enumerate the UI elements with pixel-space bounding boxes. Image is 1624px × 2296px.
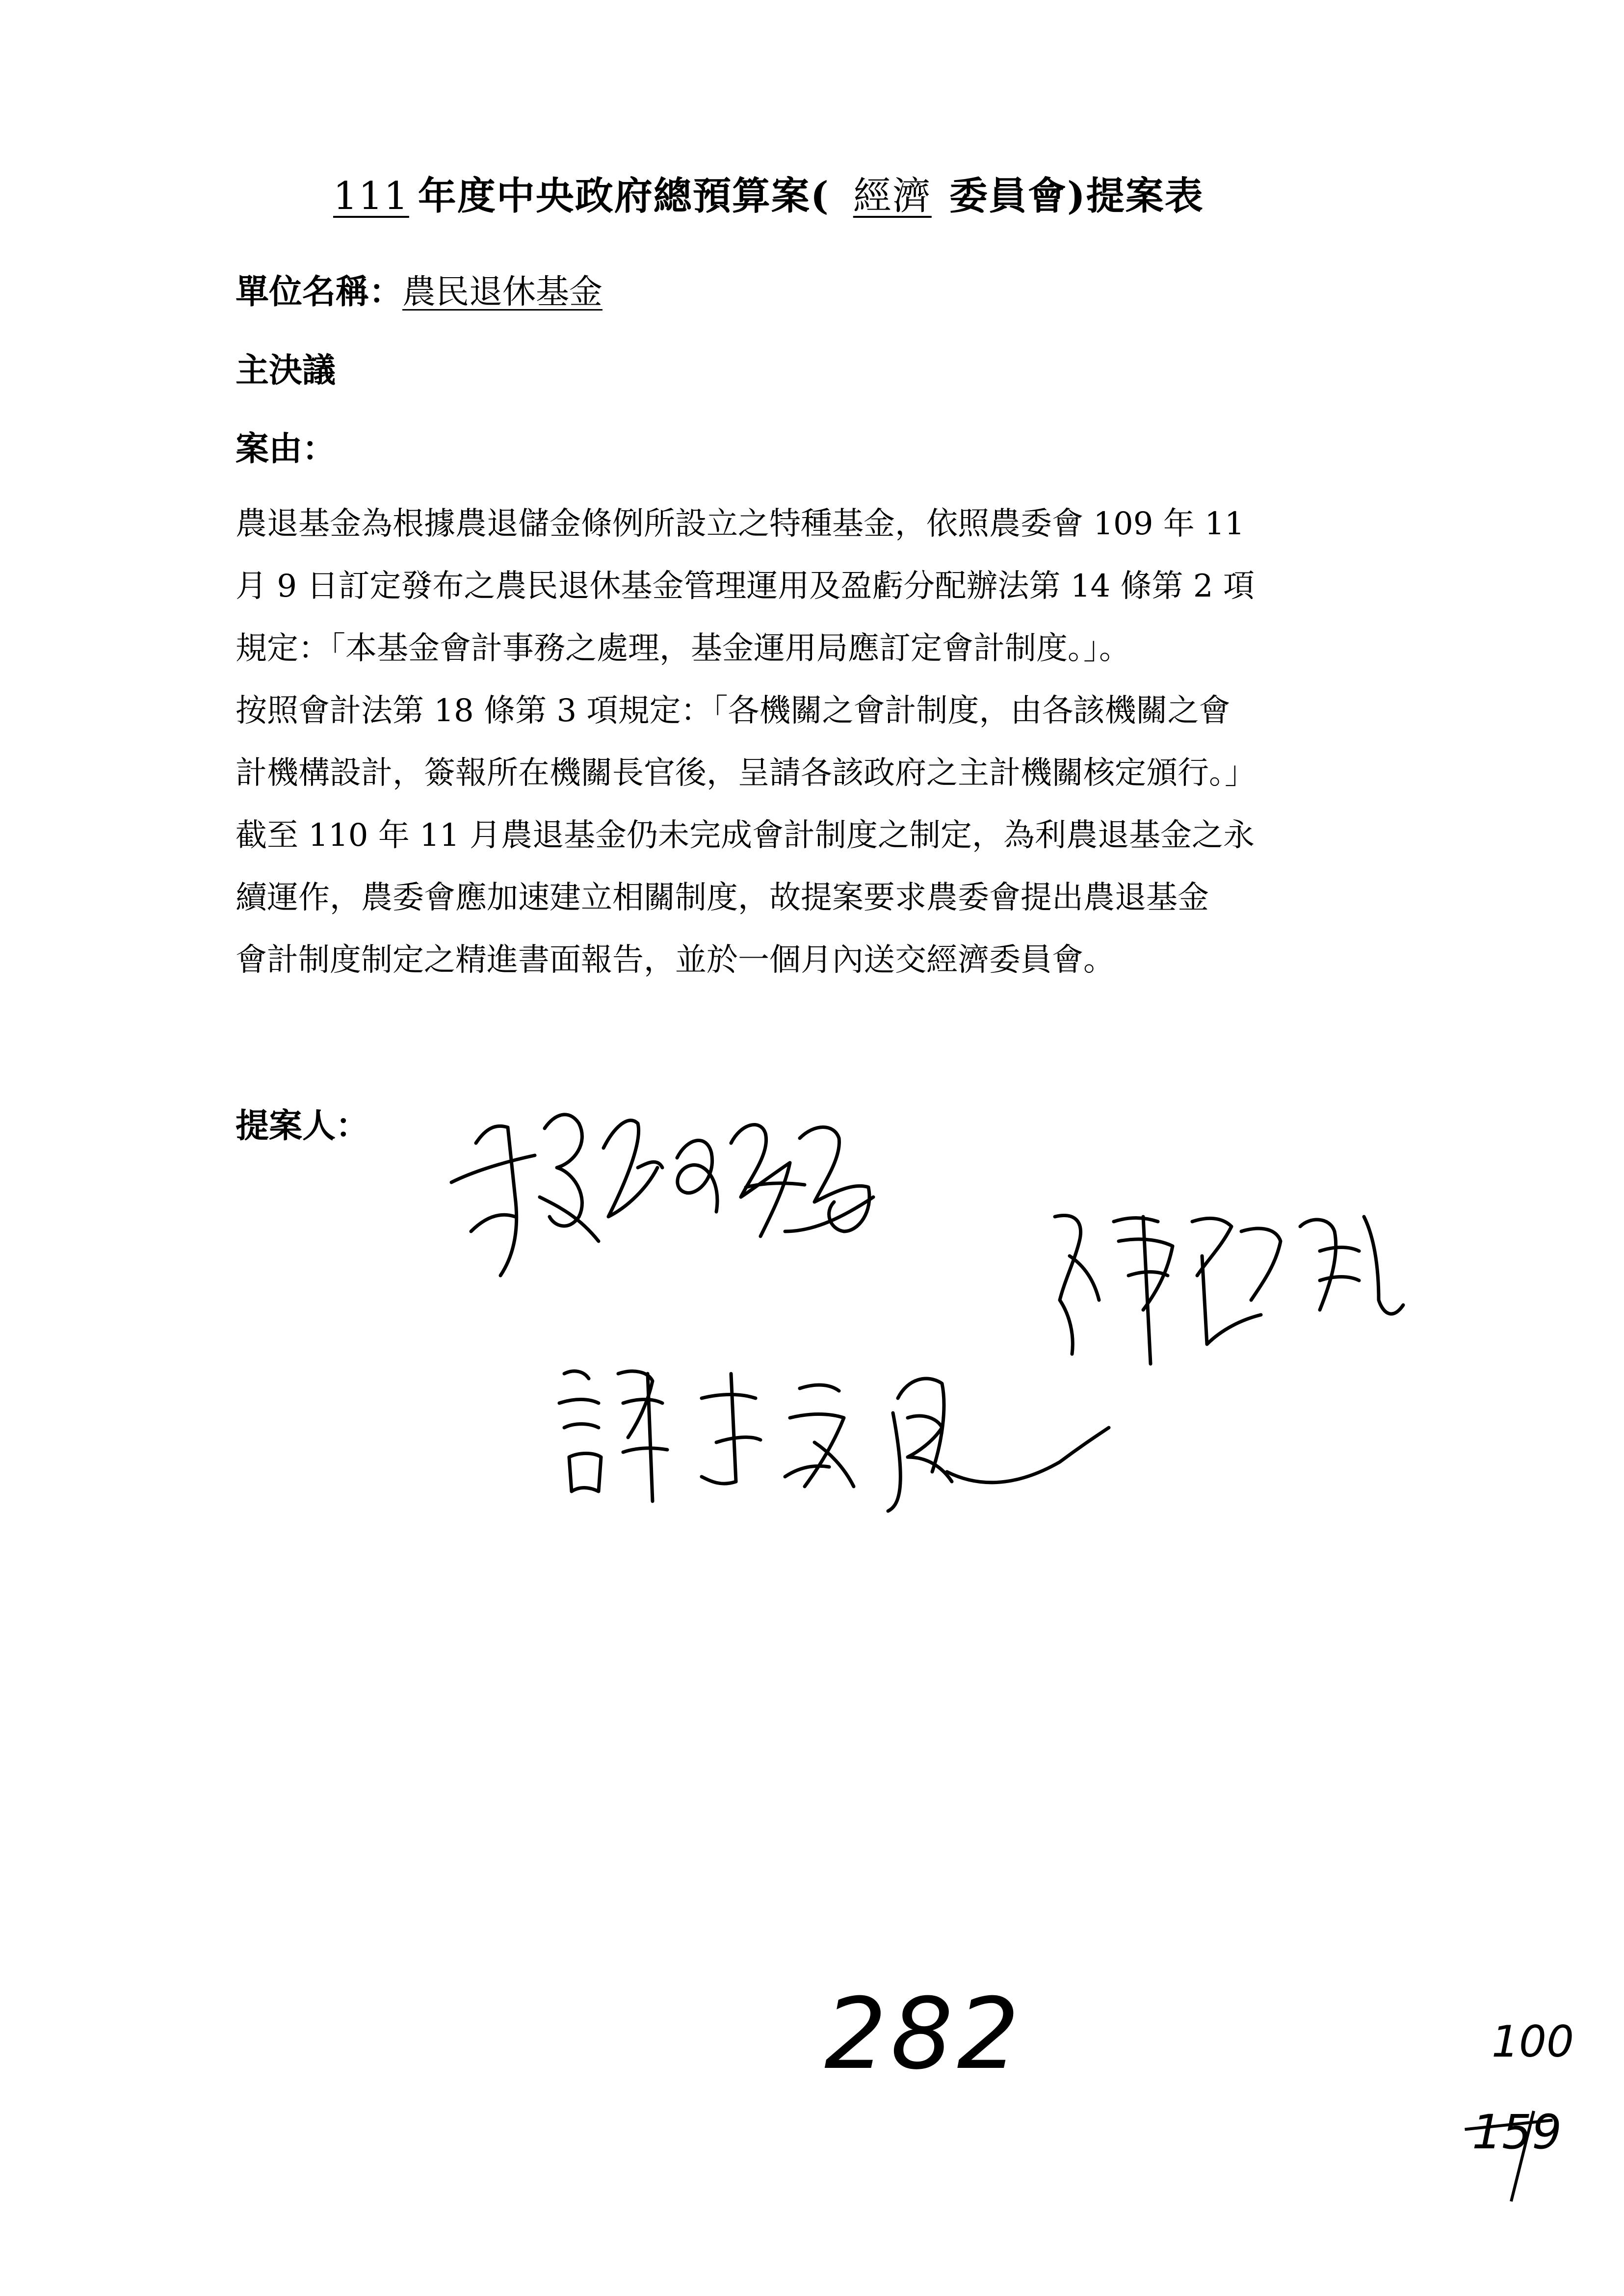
- title-middle: 年度中央政府總預算案(: [418, 174, 830, 218]
- unit-value: 農民退休基金: [402, 273, 603, 312]
- signature-1: [442, 1070, 981, 1290]
- page-title: [331, 169, 1204, 223]
- reason-line: 計機構設計，簽報所在機關長官後，呈請各該政府之主計機關核定頒行。」: [236, 755, 1256, 791]
- title-committee: 經濟: [853, 174, 932, 218]
- reason-line: 按照會計法第 18 條第 3 項規定：「各機關之會計制度，由各該機關之會: [236, 693, 1231, 729]
- signature-3: [554, 1344, 1119, 1536]
- reason-line: 截至 110 年 11 月農退基金仍未完成會計制度之制定，為利農退基金之永: [236, 817, 1255, 854]
- reason-line: 月 9 日訂定發布之農民退休基金管理運用及盈虧分配辦法第 14 條第 2 項: [236, 568, 1255, 604]
- proposer-label: 提案人：: [236, 1106, 369, 1146]
- reason-body: [236, 493, 1433, 991]
- main-resolution-heading: 主決議: [236, 351, 336, 390]
- reason-line: 會計制度制定之精進書面報告，並於一個月內送交經濟委員會。: [236, 942, 1115, 978]
- reason-line: 續運作，農委會應加速建立相關制度，故提案要求農委會提出農退基金: [236, 880, 1209, 916]
- reason-heading: 案由：: [236, 429, 336, 469]
- reason-line: 農退基金為根據農退儲金條例所設立之特種基金，依照農委會 109 年 11: [236, 506, 1245, 542]
- title-end: 委員會)提案表: [949, 174, 1204, 218]
- handwritten-page-number: 282: [824, 1977, 1023, 2091]
- unit-row: [236, 267, 602, 317]
- corner-number-top: 100: [1492, 2016, 1574, 2067]
- title-year: 111: [333, 174, 409, 218]
- unit-label: 單位名稱：: [236, 272, 403, 312]
- corner-number-bottom: 159: [1472, 2105, 1562, 2160]
- reason-line: 規定：「本基金會計事務之處理，基金運用局應訂定會計制度。」。: [236, 630, 1130, 667]
